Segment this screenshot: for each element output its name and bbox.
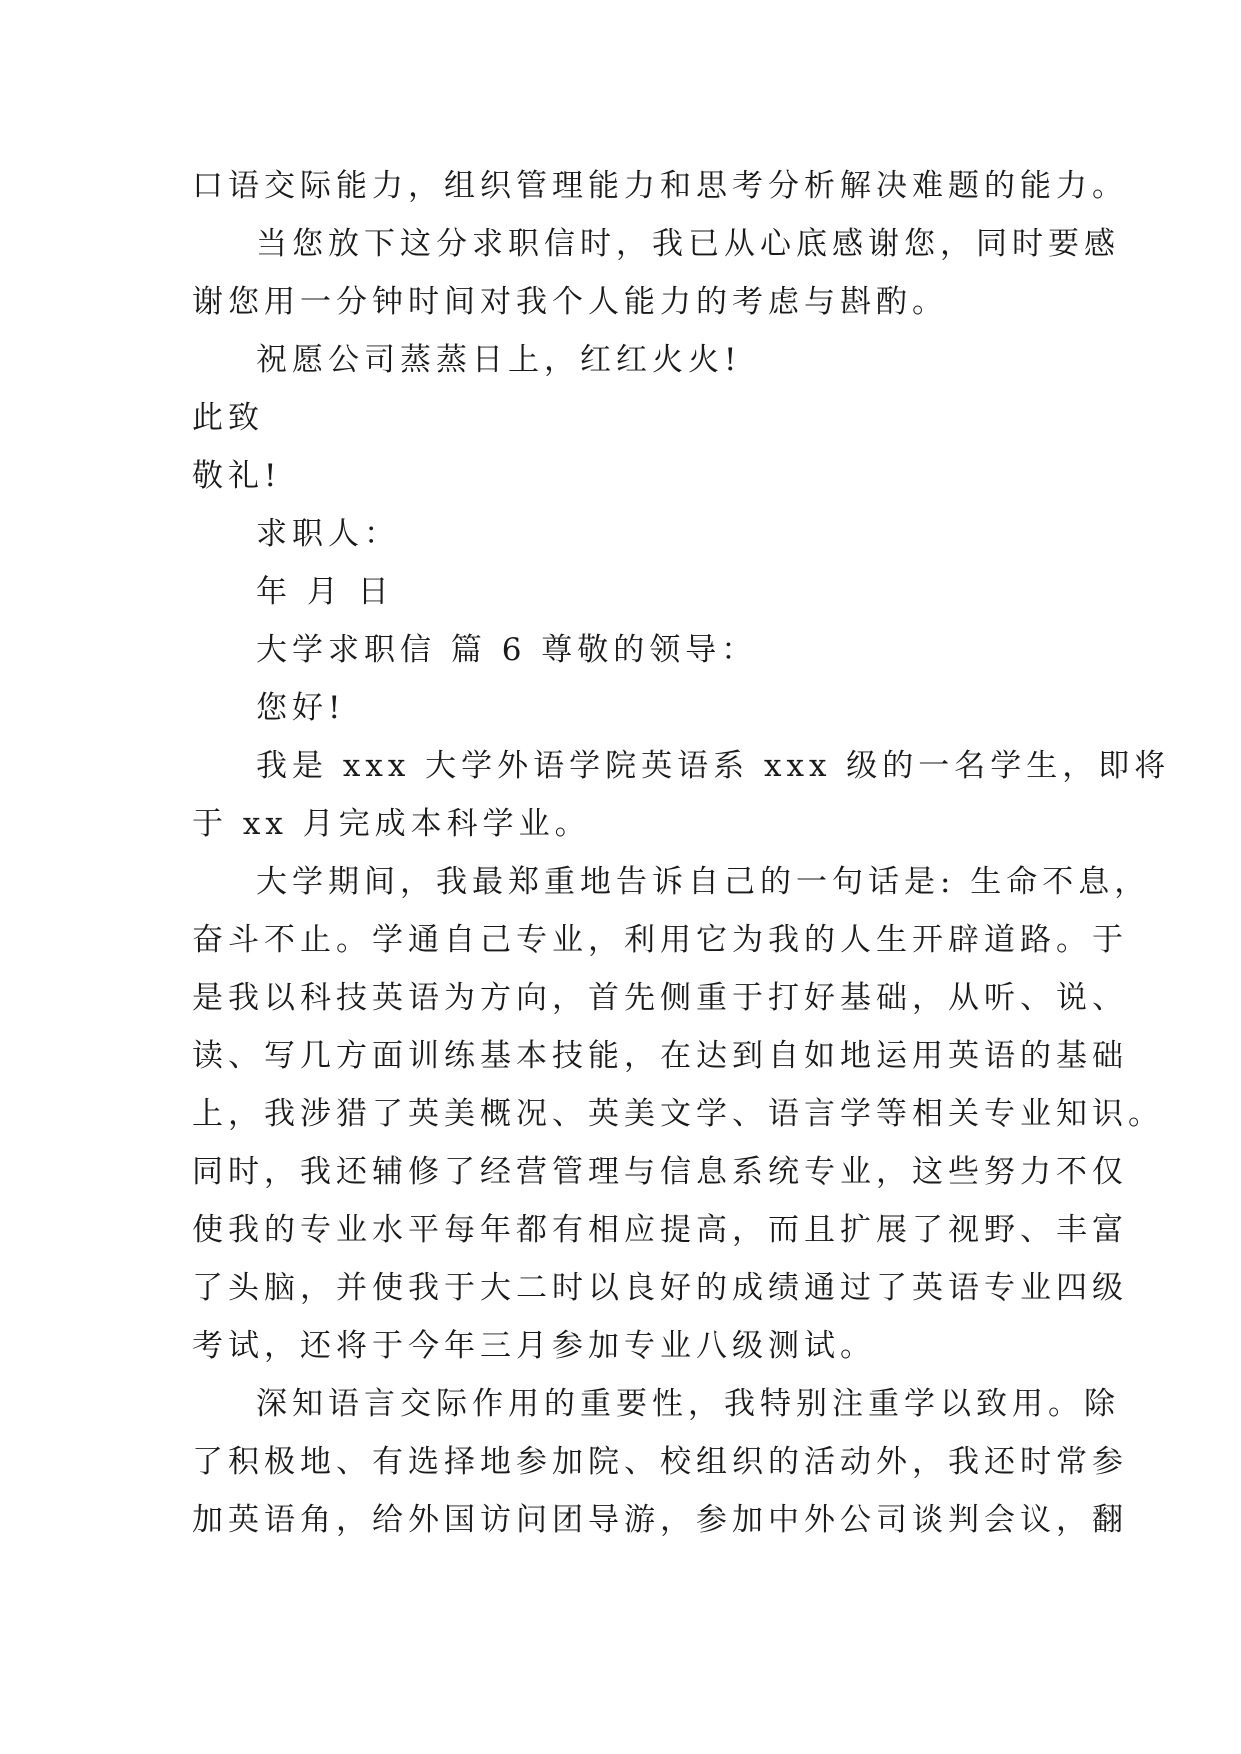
text-line: 上，我涉猎了英美概况、英美文学、语言学等相关专业知识。 [192,1096,1164,1132]
text-line: 求职人： [256,516,400,552]
text-line: 我是 xxx 大学外语学院英语系 xxx 级的一名学生，即将 [256,748,1171,784]
text-line: 考试，还将于今年三月参加专业八级测试。 [192,1328,876,1364]
text-line: 敬礼! [192,458,282,494]
text-line: 使我的专业水平每年都有相应提高，而且扩展了视野、丰富 [192,1212,1128,1248]
text-line: 是我以科技英语为方向，首先侧重于打好基础，从听、说、 [192,980,1128,1016]
text-line: 大学求职信 篇 6 尊敬的领导： [256,632,758,668]
text-line: 同时，我还辅修了经营管理与信息系统专业，这些努力不仅 [192,1154,1128,1190]
text-line: 此致 [192,400,264,436]
text-line: 祝愿公司蒸蒸日上，红红火火! [256,342,742,378]
text-line: 读、写几方面训练基本技能，在达到自如地运用英语的基础 [192,1038,1128,1074]
text-line: 口语交际能力，组织管理能力和思考分析解决难题的能力。 [192,168,1128,204]
text-line: 大学期间，我最郑重地告诉自己的一句话是: 生命不息， [256,864,1151,900]
text-line: 谢您用一分钟时间对我个人能力的考虑与斟酌。 [192,284,948,320]
text-line: 加英语角，给外国访问团导游，参加中外公司谈判会议，翻 [192,1502,1128,1538]
text-line: 了积极地、有选择地参加院、校组织的活动外，我还时常参 [192,1444,1128,1480]
text-line: 于 xx 月完成本科学业。 [192,806,591,842]
text-line: 了头脑，并使我于大二时以良好的成绩通过了英语专业四级 [192,1270,1128,1306]
text-line: 深知语言交际作用的重要性，我特别注重学以致用。除 [256,1386,1120,1422]
text-line: 当您放下这分求职信时，我已从心底感谢您，同时要感 [256,226,1120,262]
text-line: 您好! [256,690,346,726]
text-line: 年 月 日 [256,574,394,610]
text-line: 奋斗不止。学通自己专业，利用它为我的人生开辟道路。于 [192,922,1128,958]
